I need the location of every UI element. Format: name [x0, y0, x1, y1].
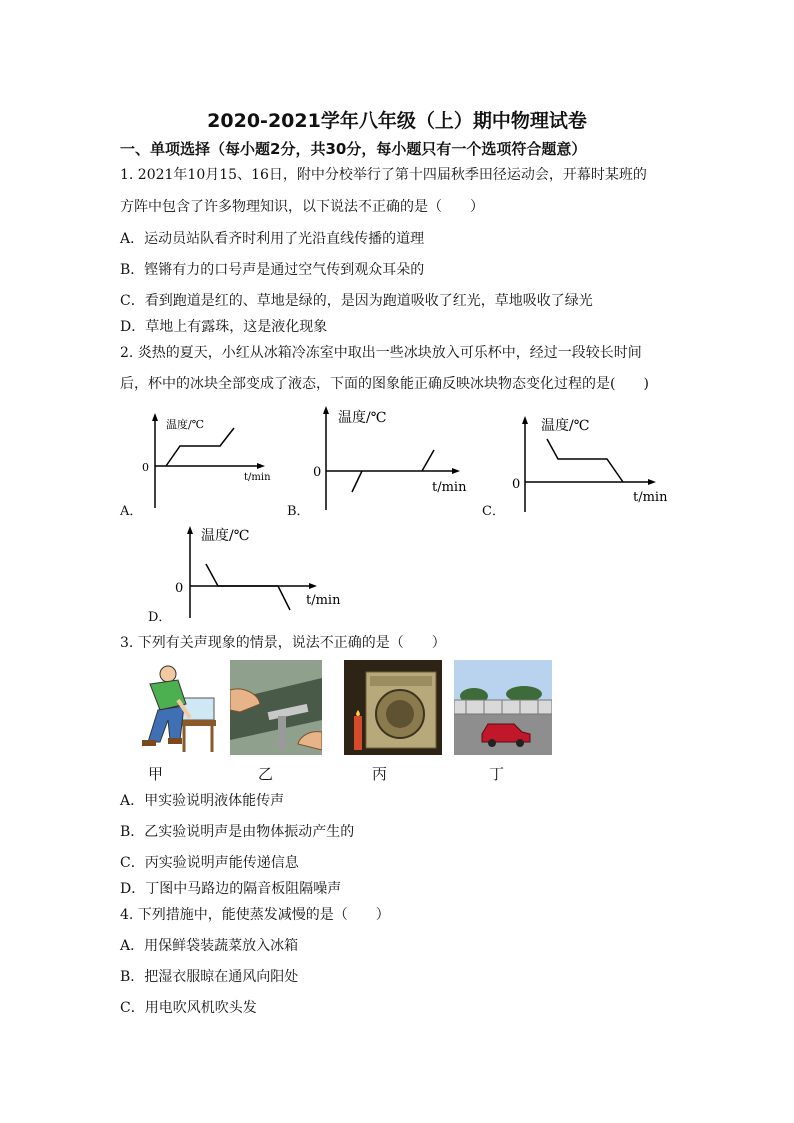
graph-c-letter: C．	[482, 504, 505, 519]
graph-a-ylabel: 温度/℃	[166, 418, 205, 431]
q4-option-c: C．用电吹风机吹头发	[120, 1000, 257, 1016]
graph-c-xlabel: t/min	[633, 490, 668, 505]
graph-d-xlabel: t/min	[306, 593, 341, 608]
graph-d-ylabel: 温度/℃	[201, 528, 250, 544]
q1-option-a: A．运动员站队看齐时利用了光沿直线传播的道理	[120, 231, 425, 247]
illustration-bing	[344, 660, 442, 755]
q1-option-c: C．看到跑道是红的、草地是绿的，是因为跑道吸收了红光，草地吸收了绿光	[120, 293, 593, 309]
q4-option-a: A．用保鲜袋装蔬菜放入冰箱	[120, 938, 299, 954]
graph-b-origin: 0	[313, 465, 322, 480]
q3-option-d: D．丁图中马路边的隔音板阻隔噪声	[120, 881, 342, 897]
graph-c-ylabel: 温度/℃	[541, 418, 590, 434]
graph-b-xlabel: t/min	[432, 480, 467, 495]
q2-stem-line1: 2. 炎热的夏天，小红从冰箱冷冻室中取出一些冰块放入可乐杯中，经过一段较长时间	[120, 345, 642, 361]
graph-b-letter: B．	[287, 504, 310, 519]
q1-option-b: B．铿锵有力的口号声是通过空气传到观众耳朵的	[120, 262, 425, 278]
q3-stem: 3. 下列有关声现象的情景，说法不正确的是（ ）	[120, 635, 446, 651]
graph-d-letter: D．	[148, 610, 172, 625]
illustration-ding	[454, 660, 552, 755]
illustration-jia	[120, 660, 220, 755]
section-heading: 一、单项选择（每小题2分，共30分，每小题只有一个选项符合题意）	[120, 140, 587, 158]
graph-a-letter: A．	[120, 504, 143, 519]
q3-option-c: C．丙实验说明声能传递信息	[120, 855, 299, 871]
q4-stem: 4. 下列措施中，能使蒸发减慢的是（ ）	[120, 907, 390, 923]
graph-b	[310, 402, 480, 518]
graph-a-xlabel: t/min	[244, 472, 271, 483]
q2-stem-line2: 后，杯中的冰块全部变成了液态，下面的图象能正确反映冰块物态变化过程的是( )	[120, 376, 649, 392]
illustration-yi	[230, 660, 322, 755]
q3-option-a: A．甲实验说明液体能传声	[120, 793, 285, 809]
label-yi: 乙	[258, 765, 274, 783]
graph-d-origin: 0	[175, 581, 184, 596]
q1-stem-line1: 1. 2021年10月15、16日，附中分校举行了第十四届秋季田径运动会，开幕时某班的	[120, 167, 647, 183]
graph-c-origin: 0	[512, 477, 521, 492]
q4-option-b: B．把湿衣服晾在通风向阳处	[120, 969, 299, 985]
graph-c	[503, 412, 678, 516]
graph-b-ylabel: 温度/℃	[338, 410, 387, 426]
label-ding: 丁	[489, 765, 505, 783]
q1-option-d: D．草地上有露珠，这是液化现象	[120, 319, 328, 335]
graph-a	[140, 408, 290, 518]
page-title: 2020-2021学年八年级（上）期中物理试卷	[207, 110, 587, 132]
q3-option-b: B．乙实验说明声是由物体振动产生的	[120, 824, 355, 840]
graph-a-origin: 0	[142, 461, 149, 474]
label-jia: 甲	[148, 765, 164, 783]
label-bing: 丙	[372, 765, 388, 783]
graph-d	[170, 522, 350, 622]
q1-stem-line2: 方阵中包含了许多物理知识，以下说法不正确的是（ ）	[120, 199, 484, 215]
